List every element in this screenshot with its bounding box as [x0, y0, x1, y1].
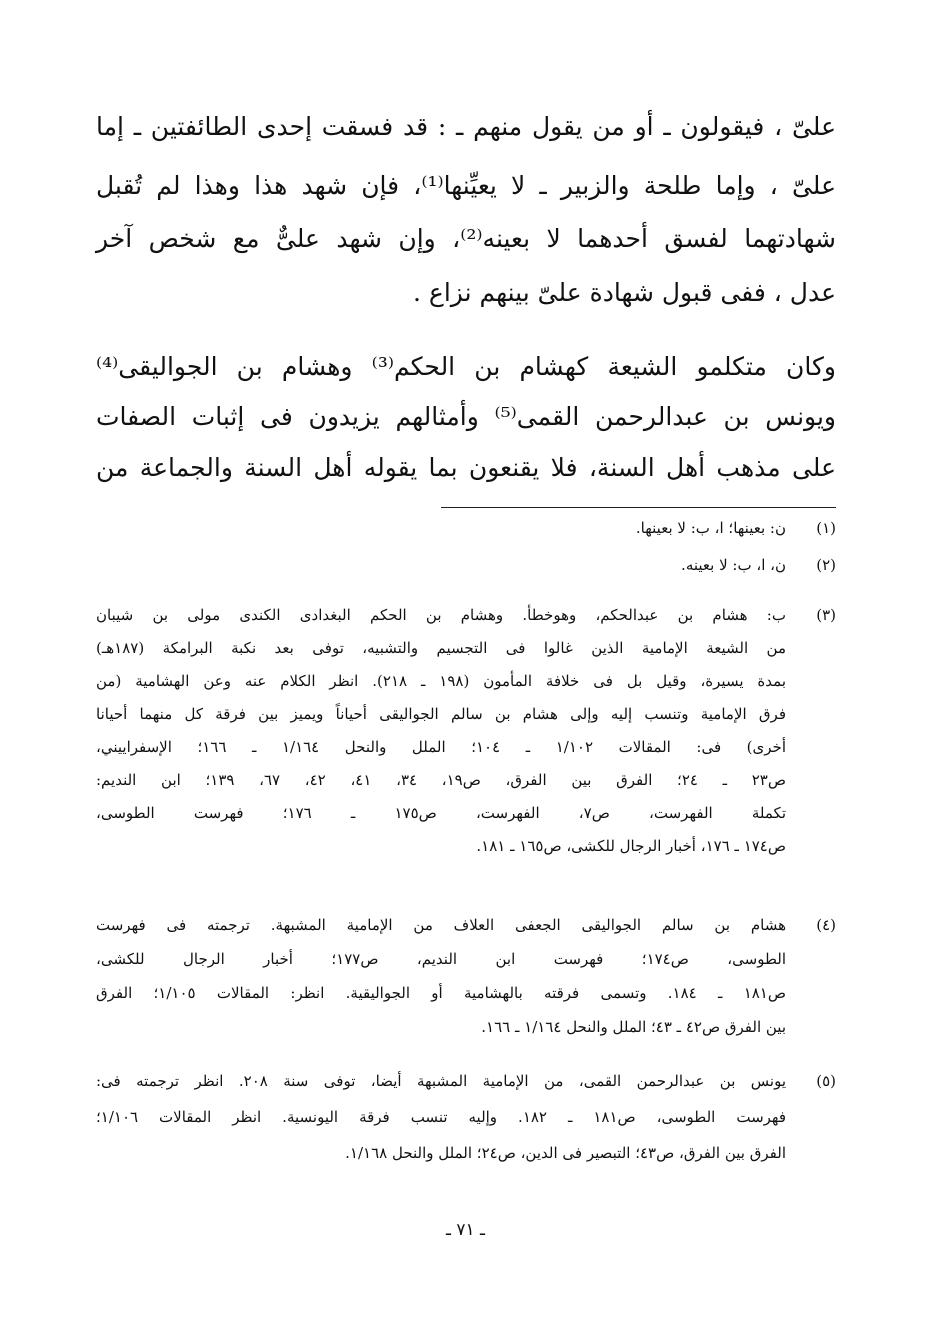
footnote-line: تكملة الفهرست، ص٧، الفهرست، ص١٧٥ ـ ١٧٦؛ فهرست الطوسى، [96, 804, 787, 822]
body-line: عدل ، ففى قبول شهادة علىّ بينهم نزاع . [413, 278, 836, 307]
footnote-line: ن، ا، ب: لا بعينه. [681, 556, 786, 574]
footnote-line: الفرق بين الفرق، ص٤٣؛ التبصير فى الدين، ص٢٤؛ الملل والنحل ١/١٦٨. [345, 1144, 786, 1162]
footnote-line: بين الفرق ص٤٢ ـ ٤٣؛ الملل والنحل ١/١٦٤ ـ ١٦٦. [481, 1018, 786, 1036]
body-line: على مذهب أهل السنة، فلا يقنعون بما يقوله أهل السنة والجماعة من [96, 453, 836, 482]
footnote-line: ص٢٣ ـ ٢٤؛ الفرق بين الفرق، ص١٩، ٣٤، ٤١، ٤٢، ٦٧، ١٣٩؛ ابن النديم: [96, 771, 786, 789]
body-line: شهادتهما لفسق أحدهما لا بعينه⁽²⁾، وإن شهد علىٌّ مع شخص آخر [96, 224, 836, 253]
footnote-line: ص١٧٤ ـ ١٧٦، أخبار الرجال للكشى، ص١٦٥ ـ ١٨١. [476, 837, 786, 855]
footnote-number: (٢) [816, 556, 836, 574]
footnote-line: بمدة يسيرة، وقيل بل فى خلافة المأمون (١٩٨ ـ ٢١٨). انظر الكلام عنه وعن الهشامية (من [96, 672, 787, 690]
footnote-line: يونس بن عبدالرحمن القمى، من الإمامية المشبهة أيضا، توفى سنة ٢٠٨. انظر ترجمته فى: [96, 1072, 787, 1090]
footnote-number: (٣) [816, 606, 836, 624]
footnote-separator [441, 507, 836, 508]
footnote-line: فرق الإمامية وتنسب إليه وإلى هشام بن سالم الجواليقى أحياناً ويميز بين فرقة كل منهما أحيانا [96, 705, 786, 723]
footnote-number: (٥) [816, 1072, 836, 1090]
footnote-line: ن: بعينها؛ ا، ب: لا بعينها. [635, 519, 786, 537]
footnote-line: ص١٨١ ـ ١٨٤. وتسمى فرقته بالهشامية أو الجواليقية. انظر: المقالات ١/١٠٥؛ الفرق [96, 984, 786, 1002]
footnote-line: هشام بن سالم الجواليقى الجعفى العلاف من الإمامية المشبهة. ترجمته فى فهرست [96, 916, 786, 934]
footnote-line: ب: هشام بن عبدالحكم، وهوخطأ. وهشام بن الحكم البغدادى الكندى مولى بن شيبان [96, 606, 786, 624]
body-line: وكان متكلمو الشيعة كهشام بن الحكم⁽³⁾ وهشام بن الجواليقى⁽⁴⁾ [96, 352, 836, 381]
body-line: علىّ ، فيقولون ـ أو من يقول منهم ـ : قد فسقت إحدى الطائفتين ـ إما [96, 112, 836, 141]
footnote-number: (١) [816, 519, 836, 537]
footnote-line: أخرى) فى: المقالات ١/١٠٢ ـ ١٠٤؛ الملل والنحل ١/١٦٤ ـ ١٦٦؛ الإسفراييني، [96, 738, 786, 756]
body-line: علىّ ، وإما طلحة والزبير ـ لا يعيِّنها⁽¹⁾، فإن شهد هذا وهذا لم تُقبل [96, 171, 836, 200]
footnote-line: الطوسى، ص١٧٤؛ فهرست ابن النديم، ص١٧٧؛ أخبار الرجال للكشى، [96, 950, 787, 968]
body-line: ويونس بن عبدالرحمن القمى⁽⁵⁾ وأمثالهم يزيدون فى إثبات الصفات [96, 402, 837, 431]
footnote-line: من الشيعة الإمامية الذين غالوا فى التجسيم والتشبيه، توفى بعد نكبة البرامكة (١٨٧هـ) [96, 639, 786, 657]
footnote-number: (٤) [816, 916, 836, 934]
page-number: ـ ٧١ ـ [445, 1220, 486, 1240]
footnote-line: فهرست الطوسى، ص١٨١ ـ ١٨٢. وإليه تنسب فرقة اليونسية. انظر المقالات ١/١٠٦؛ [96, 1108, 786, 1126]
